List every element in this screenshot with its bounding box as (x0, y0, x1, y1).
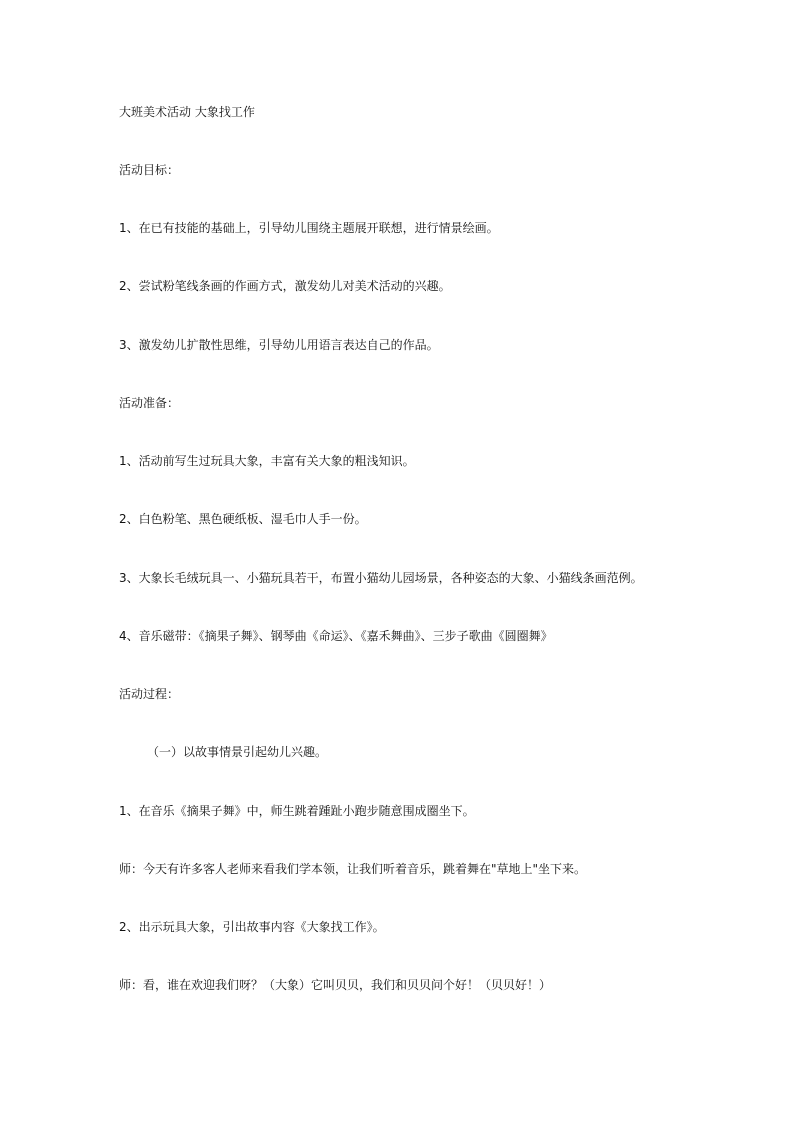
subsection-heading: （一）以故事情景引起幼儿兴趣。 (147, 745, 328, 759)
paragraph: 1、活动前写生过玩具大象，丰富有关大象的粗浅知识。 (119, 454, 415, 468)
paragraph: 1、在已有技能的基础上，引导幼儿围绕主题展开联想，进行情景绘画。 (119, 221, 499, 235)
section-heading-process: 活动过程： (119, 687, 180, 701)
document-title: 大班美术活动 大象找工作 (119, 105, 255, 119)
paragraph: 师：看，谁在欢迎我们呀？（大象）它叫贝贝，我们和贝贝问个好！（贝贝好！） (119, 978, 552, 992)
paragraph: 2、白色粉笔、黑色硬纸板、湿毛巾人手一份。 (119, 512, 367, 526)
paragraph: 4、音乐磁带：《摘果子舞》、钢琴曲《命运》、《嘉禾舞曲》、三步子歌曲《圆圈舞》 (119, 629, 553, 643)
paragraph: 师：今天有许多客人老师来看我们学本领，让我们听着音乐，跳着舞在"草地上"坐下来。 (119, 862, 587, 876)
section-heading-preparation: 活动准备： (119, 396, 180, 410)
paragraph: 1、在音乐《摘果子舞》中，师生跳着踵趾小跑步随意围成圈坐下。 (119, 804, 475, 818)
paragraph: 2、出示玩具大象，引出故事内容《大象找工作》。 (119, 920, 385, 934)
section-heading-objectives: 活动目标： (119, 163, 180, 177)
paragraph: 3、激发幼儿扩散性思维，引导幼儿用语言表达自己的作品。 (119, 338, 439, 352)
paragraph: 2、尝试粉笔线条画的作画方式，激发幼儿对美术活动的兴趣。 (119, 279, 451, 293)
paragraph: 3、大象长毛绒玩具一、小猫玩具若干，布置小猫幼儿园场景，各种姿态的大象、小猫线条画范例。 (119, 571, 643, 585)
